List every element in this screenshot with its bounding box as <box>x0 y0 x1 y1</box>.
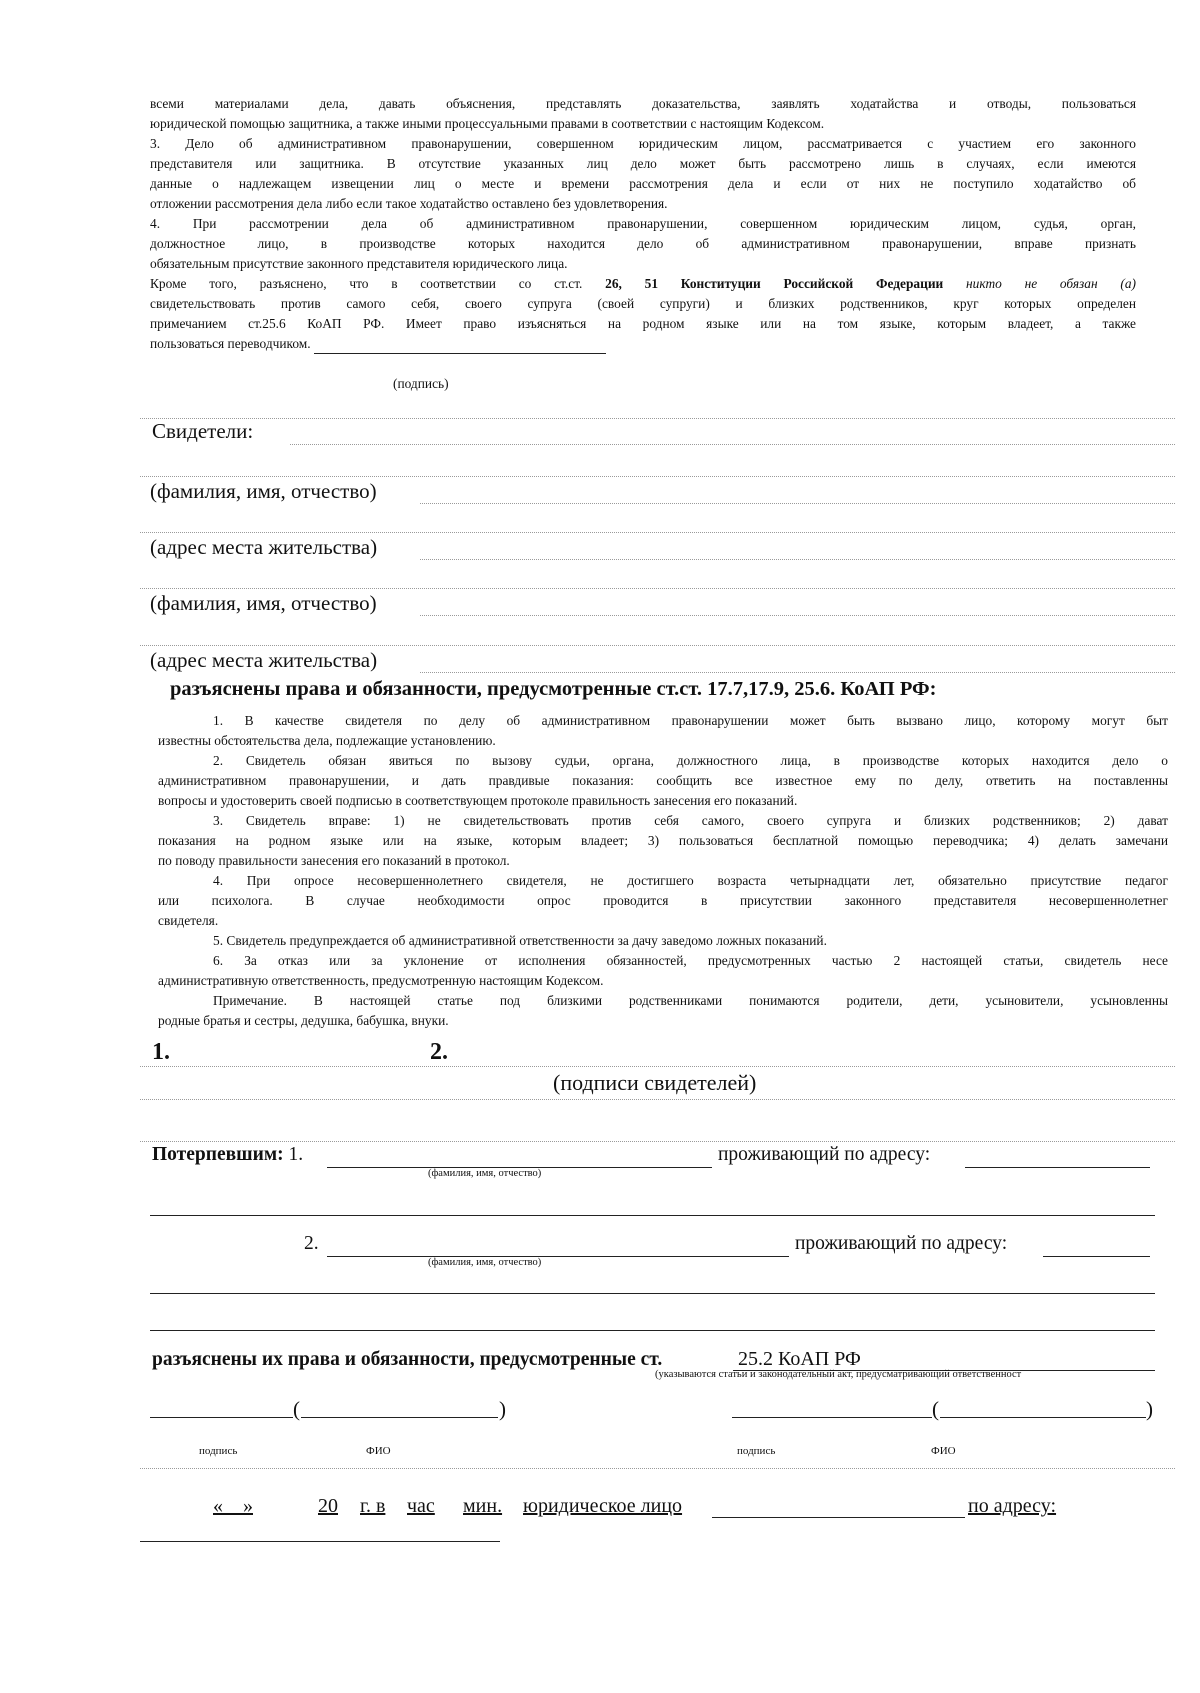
signature-caption-right: подпись <box>737 1445 776 1457</box>
victim-1-address-cont-line[interactable] <box>150 1215 1155 1216</box>
fio-caption-left: ФИО <box>366 1445 391 1457</box>
dotted-line <box>140 645 1175 646</box>
constitution-text: Кроме того, разъяснено, что в соответствии со ст.ст. <box>150 276 606 291</box>
dotted-line <box>140 418 1175 419</box>
text-line: 3. Дело об административном правонарушении, совершенном юридическим лицом, рассматривается с участием его законного <box>150 136 1136 151</box>
last-line <box>150 334 1136 354</box>
witness-rights-line: по поводу правильности занесения его показаний в протокол. <box>158 853 510 868</box>
text-line: должностное лицо, в производстве которых находится дело об административном правонарушении, вправе признать <box>150 236 1136 251</box>
victim-1-address-label: проживающий по адресу: <box>718 1144 931 1165</box>
minutes-label: мин. <box>463 1495 503 1517</box>
witness-rights-line: административную ответственность, предусмотренную настоящим Кодексом. <box>158 973 604 988</box>
open-paren: ( <box>293 1397 300 1421</box>
signature-line[interactable] <box>314 341 606 354</box>
witness-signatures-caption: (подписи свидетелей) <box>553 1070 757 1095</box>
open-paren: ( <box>932 1397 939 1421</box>
victim-2-address-cont-line[interactable] <box>150 1293 1155 1294</box>
witness-rights-line: 4. При опросе несовершеннолетнего свидетеля, не достигшего возраста четырнадцати лет, обязательно присутствие педагог <box>213 873 1168 888</box>
fio-line-right[interactable] <box>940 1417 1146 1418</box>
text-line: юридической помощью защитника, а также иными процессуальными правами в соответствии с настоящим Кодексом. <box>150 116 825 131</box>
witness-1-address-caption: (адрес места жительства) <box>150 535 378 559</box>
dotted-line <box>140 1468 1175 1469</box>
victim-2-address-line[interactable] <box>1043 1256 1150 1257</box>
quote-close: » <box>243 1495 253 1517</box>
quote-open: « <box>213 1495 223 1517</box>
witness-rights-line: Примечание. В настоящей статье под близкими родственниками понимаются родители, дети, усыновители, усыновленны <box>213 993 1168 1008</box>
witness-rights-line: 6. За отказ или за уклонение от исполнения обязанностей, предусмотренных частью 2 настоящей статьи, свидетель несе <box>213 953 1168 968</box>
legal-entity-label: юридическое лицо <box>523 1495 683 1517</box>
constitution-reference: 26, 51 Конституции Российской Федерации <box>605 276 944 291</box>
witness-rights-text <box>158 711 1168 1031</box>
witness-rights-line: 1. В качестве свидетеля по делу об административном правонарушении может быть вызвано лицо, которому могут быт <box>213 713 1168 728</box>
victim-rights-article: 25.2 КоАП РФ <box>738 1348 861 1370</box>
text-line: всеми материалами дела, давать объяснения, представлять доказательства, заявлять ходатайства и отводы, пользоваться <box>150 96 1136 111</box>
victims-label: Потерпевшим: <box>152 1144 284 1165</box>
text-line: представителя или защитника. В отсутствие указанных лиц дело может быть рассмотрено лишь в случаях, если имеются <box>150 156 1136 171</box>
legal-entity-line[interactable] <box>712 1517 965 1518</box>
fio-line-left[interactable] <box>301 1417 498 1418</box>
text-line: примечанием ст.25.6 КоАП РФ. Имеет право изъясняться на родном языке или на том языке, которым владеет, а также <box>150 316 1136 331</box>
victim-2-number: 2. <box>304 1233 319 1254</box>
close-paren: ) <box>499 1397 506 1421</box>
witness-1-number: 1. <box>152 1039 170 1065</box>
dotted-line <box>140 532 1175 533</box>
victim-2-fio-caption: (фамилия, имя, отчество) <box>428 1257 542 1268</box>
witness-rights-line: 3. Свидетель вправе: 1) не свидетельствовать против себя самого, своего супруга и близких родственников; 2) дават <box>213 813 1168 828</box>
hours-label: час <box>407 1495 435 1517</box>
text-line: свидетельствовать против самого себя, своего супруга (своей супруги) и близких родственников, круг которых определен <box>150 296 1136 311</box>
close-paren: ) <box>1146 1397 1153 1421</box>
witness-rights-heading: разъяснены права и обязанности, предусмотренные ст.ст. 17.7,17.9, 25.6. КоАП РФ: <box>170 678 937 700</box>
victim-2-address-cont-line[interactable] <box>150 1330 1155 1331</box>
witness-rights-line: 5. Свидетель предупреждается об административной ответственности за дачу заведомо ложных показаний. <box>213 933 827 948</box>
fio-caption-right: ФИО <box>931 1445 956 1457</box>
signature-line-right[interactable] <box>732 1417 932 1418</box>
text-line: отложении рассмотрения дела либо если такое ходатайство оставлено без удовлетворения. <box>150 196 668 211</box>
witness-entry-line[interactable] <box>290 444 1175 445</box>
address-label: по адресу: <box>968 1495 1057 1517</box>
g-v-text: г. в <box>360 1495 386 1517</box>
witness-rights-line: вопросы и удостоверить своей подписью в соответствующем протоколе правильность занесения его показаний. <box>158 793 798 808</box>
witness-2-number: 2. <box>430 1039 448 1065</box>
witness-signatures-line[interactable] <box>140 1066 1175 1067</box>
victim-rights-text: разъяснены их права и обязанности, предусмотренные ст. <box>152 1349 663 1370</box>
rights-explanation-paragraph <box>150 94 1136 354</box>
witness-1-name-caption: (фамилия, имя, отчество) <box>150 479 377 503</box>
victim-1-address-line[interactable] <box>965 1167 1150 1168</box>
victim-rights-caption: (указываются статьи и законодательный акт, предусматривающий ответственност <box>655 1369 1022 1380</box>
witness-2-name-caption: (фамилия, имя, отчество) <box>150 591 377 615</box>
text-line: 4. При рассмотрении дела об административном правонарушении, совершенном юридическим лицом, судья, орган, <box>150 216 1136 231</box>
witness-rights-line: или психолога. В случае необходимости опрос проводится в присутствии законного представителя несовершеннолетнег <box>158 893 1168 908</box>
witness-rights-line: родные братья и сестры, дедушка, бабушка, внуки. <box>158 1013 449 1028</box>
witness-rights-line: административном правонарушении, и дать правдивые показания: сообщить все известное ему по делу, ответить на поставленны <box>158 773 1168 788</box>
dotted-line <box>140 588 1175 589</box>
witness-rights-line: свидетеля. <box>158 913 219 928</box>
victim-2-name-line[interactable] <box>327 1256 789 1257</box>
witness-2-address-line[interactable] <box>420 672 1175 673</box>
dotted-line <box>140 1141 1175 1142</box>
witness-1-address-line[interactable] <box>420 559 1175 560</box>
text-line: данные о надлежащем извещении лиц о месте и времени рассмотрения дела и если от них не поступило ходатайство об <box>150 176 1136 191</box>
witness-2-address-caption: (адрес места жительства) <box>150 648 378 672</box>
victim-1-number: 1. <box>288 1144 304 1165</box>
address-line[interactable] <box>140 1541 500 1542</box>
witness-rights-line: показания на родном языке или на языке, которым владеет; 3) пользоваться бесплатной помощью переводчика; 4) делать замечани <box>158 833 1168 848</box>
constitution-text-end: никто не обязан (а) <box>943 276 1136 291</box>
signature-line-left[interactable] <box>150 1417 293 1418</box>
text-line: пользоваться переводчиком. <box>150 336 311 351</box>
victim-2-address-label: проживающий по адресу: <box>795 1233 1008 1254</box>
signature-caption-left: подпись <box>199 1445 238 1457</box>
witness-rights-line: 2. Свидетель обязан явиться по вызову судьи, органа, должностного лица, в производстве которых находится дело о <box>213 753 1168 768</box>
date-quotes <box>213 1495 253 1518</box>
witness-1-name-line[interactable] <box>420 503 1175 504</box>
year-prefix: 20 <box>318 1495 338 1517</box>
witnesses-label: Свидетели: <box>152 419 254 443</box>
witness-2-name-line[interactable] <box>420 615 1175 616</box>
signature-caption: (подпись) <box>393 376 449 391</box>
victim-1-fio-caption: (фамилия, имя, отчество) <box>428 1168 542 1179</box>
witness-rights-line: известны обстоятельства дела, подлежащие установлению. <box>158 733 496 748</box>
dotted-line <box>140 1099 1175 1100</box>
victim-1-row <box>152 1144 303 1166</box>
dotted-line <box>140 476 1175 477</box>
text-line: обязательным присутствие законного представителя юридического лица. <box>150 256 568 271</box>
constitution-line <box>150 274 1136 294</box>
